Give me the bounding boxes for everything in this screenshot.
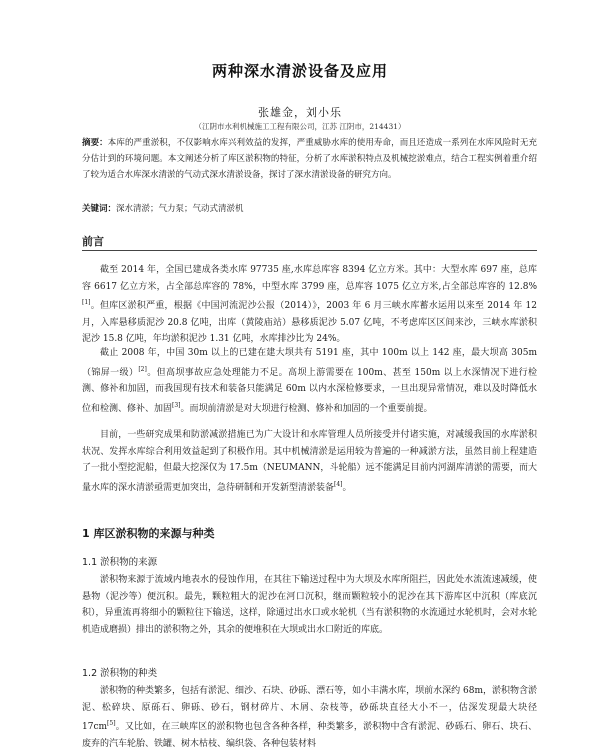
keywords — [82, 202, 537, 216]
keywords-text: 深水清淤；气力泵；气动式清淤机 — [116, 204, 244, 214]
paragraph-reservoir-stats — [82, 262, 537, 348]
citation: [1] — [82, 299, 91, 306]
subsection-heading-1-2: 1.2 淤积物的种类 — [82, 668, 158, 679]
subsection-heading-1-1: 1.1 淤积物的来源 — [82, 557, 158, 568]
citation: [5] — [107, 720, 116, 727]
paragraph-text: 截至 2014 年，全国已建成各类水库 97735 座,水库总库容 8394 亿立方米。其中：大型水库 697 座，总库容 6617 亿立方米，占全部总库容的 78%，中型水库 3799 座，总库容 1075 亿立方米,占全部总库容的 12.8% — [82, 265, 537, 292]
paragraph-dam-stats — [82, 345, 537, 417]
citation: [2] — [138, 365, 147, 373]
paragraph-text: 。但高坝事故应急处理能力不足。高坝上游需要在 100m、甚至 150m 以上水深情况下进行检测、修补和加固，而我国现有技术和装备只能满足 60m 以内水深检修要求，一旦出现异常情况，难以及时降低水位和检测、修补、加固 — [82, 367, 537, 414]
paper-title: 两种深水清淤设备及应用 — [211, 62, 388, 80]
paragraph-sediment-source — [82, 572, 537, 638]
paragraph-text: 目前，一些研究成果和防淤减淤措施已为广大设计和水库管理人员所接受并付诸实施，对减缓我国的水库淤积状况、发挥水库综合利用效益起到了积极作用。其中机械清淤是运用较为普遍的一种减淤方法，虽然目前上程建造了一批小型挖泥船，但最大挖深仅为 17.5m（NEUMANN，斗轮船）远不能满足目前内河湖库清淤的需要，而大量水库的深水清淤亟需更加突出，急待研制和开发新型清淤装备 — [82, 430, 537, 493]
citation: [3] — [172, 401, 181, 409]
paper-authors: 张雄金，刘小乐 — [258, 106, 342, 119]
paragraph-text: 。 — [342, 482, 352, 493]
abstract-text: 本库的严重淤积，不仅影响水库兴利效益的发挥，严重威胁水库的使用寿命，而且还造成一系列在水库风险时无充分估计到的环境问题。本文阐述分析了库区淤积物的特征，分析了水库淤积特点及机械挖淤难点，结合工程实例着重介绍了较为适合水库深水清淤的气动式深水清淤设备，探讨了深水清淤设备的研究方向。 — [82, 138, 537, 180]
author-affiliation: （江阴市水利机械施工工程有限公司，江苏 江阴市，214431） — [194, 122, 406, 131]
section-heading-preface: 前言 — [82, 235, 104, 248]
paragraph-text: 。而坝前清淤是对大坝进行检测、修补和加固的一个重要前提。 — [180, 403, 433, 414]
paragraph-current-methods — [82, 427, 537, 496]
keywords-label: 关键词： — [82, 204, 117, 214]
paragraph-text: 淤积物的种类繁多，包括有淤泥、细沙、石块、砂砾、漂石等，如小丰满水库，坝前水深约 68m，淤积物含淤泥、松碎块、原砾石、卵砾、砂石，钢材碎片、木屑、杂枝等，砂砾块直径大小不一，估深发现最大块径 17cm — [82, 686, 537, 732]
paragraph-sediment-types — [82, 683, 537, 752]
abstract-label: 摘要： — [82, 138, 108, 148]
section-heading-1: 1 库区淤积物的来源与种类 — [82, 527, 215, 540]
paragraph-text: 淤积物来源于流域内地表水的侵蚀作用，在其往下输送过程中为大坝及水库所阻拦，因此处水流流速减缓，使悬物（泥沙等）便沉积。最先，颗粒粗大的泥沙在河口沉积，继而颗粒较小的泥沙在其下游库区中沉积（库底沉积），异重流再将细小的颗粒往下输送，这样，除通过出水口或水轮机（当有淤积物的水流通过水轮机时，会对水轮机造成磨损）排出的淤积物之外，其余的便堆积在大坝或出水口附近的库底。 — [82, 575, 537, 635]
citation: [4] — [334, 480, 343, 488]
paragraph-text: 截止 2008 年，中国 30m 以上的已建在建大坝共有 5191 座，其中 100m 以上 142 座，最大坝高 305m（锦屏一级） — [82, 348, 537, 378]
section-divider — [82, 250, 537, 251]
paragraph-text: 。但库区淤积严重，根据《中国河流泥沙公报（2014）》，2003 年 6 月三峡水库蓄水运用以来至 2014 年 12 月，入库悬移质泥沙 20.8 亿吨，出库（黄陵庙站）悬移质泥沙 5.07 亿吨，不考虑库区区间来沙，三峡水库淤积泥沙 15.8 亿吨，年均淤积泥沙 1.31 亿吨，水库排沙比为 24%。 — [82, 301, 537, 344]
abstract — [82, 135, 537, 183]
paragraph-text: 。又比如，在三峡库区的淤积物也包含各种各样，种类繁多，淤积物中含有淤泥、砂砾石、卵石、块石、废弃的汽车轮胎、铁罐、树木枯枝、编织袋、各种包装材料 — [82, 722, 537, 749]
